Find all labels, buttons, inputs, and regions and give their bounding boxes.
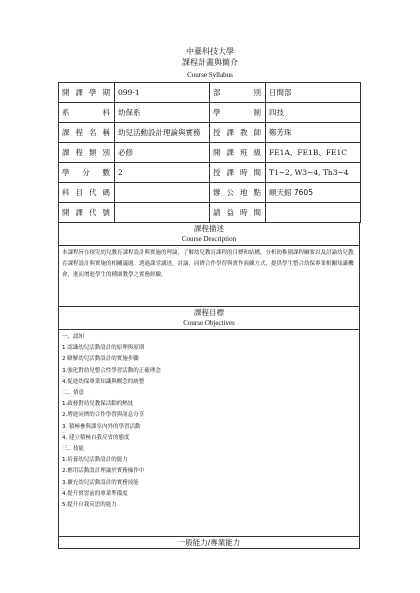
office-label: 辦公地點	[210, 183, 266, 203]
description-title: 課程描述	[194, 224, 224, 233]
dept-value: 幼保系	[115, 103, 210, 123]
class-label: 開課班級	[210, 143, 266, 163]
list-item: 2 瞭解幼兒活動設計的實施步驟	[62, 356, 139, 363]
dept-label: 系科	[59, 103, 115, 123]
list-item: 三、技能	[62, 446, 85, 453]
consult-label: 請益時間	[210, 203, 266, 223]
term-value: 099-1	[115, 83, 210, 103]
description-text: 本課程旨在探究幼兒教育課程設計與實施的理論，了解幼兒教育課程的目標和結構，分析幼稚園課程綱要以及討論幼兒教育課程設計與實施的相關議題。透過課堂講述，討論，同儕合作學習與實作演練方式，提供學生整合幼保專業相關知識機會，進而增進學生的種園教學之實務經驗。	[62, 250, 354, 279]
university-name: 中臺科技大學	[186, 47, 234, 56]
list-item: 3.擴充幼兒活動設計的實務技能	[62, 479, 139, 486]
code-value	[115, 183, 210, 203]
competency-heading: 一般能力/專業能力	[58, 537, 360, 549]
list-item: 2.增進同儕的合作學習與訊息分享	[62, 412, 145, 419]
description-body	[58, 246, 360, 307]
list-item: 二、情意	[62, 390, 85, 397]
course-label: 課程名稱	[59, 123, 115, 143]
consult-value	[266, 203, 361, 223]
list-item: 1 認識幼兒活動設計的原理與原則	[62, 345, 145, 352]
course-code-value	[115, 203, 210, 223]
objectives-title-en: Course Objectives	[183, 319, 235, 327]
list-item: 5.提升自我反思的能力	[62, 502, 117, 509]
document-title: 課程計畫與簡介	[182, 58, 238, 67]
course-code-label: 開課代號	[59, 203, 115, 223]
time-value: T1~2, W3~4, Th3~4	[266, 163, 361, 183]
system-value: 四技	[266, 103, 361, 123]
list-item: 4. 建立積極自我反省的態度	[62, 434, 130, 441]
table-row	[59, 163, 361, 183]
system-label: 學制	[210, 103, 266, 123]
objectives-title: 課程目標	[194, 308, 224, 317]
table-row	[59, 103, 361, 123]
division-label: 部別	[210, 83, 266, 103]
table-row	[59, 183, 361, 203]
category-value: 必修	[115, 143, 210, 163]
list-item: 1.培養幼兒活動設計的能力	[62, 457, 128, 464]
category-label: 課程類別	[59, 143, 115, 163]
teacher-label: 授課教師	[210, 123, 266, 143]
document-subtitle: Course Syllabus	[187, 71, 233, 79]
list-item: 一、認知	[62, 334, 85, 340]
list-item: 4.提升實習前的專業準備度	[62, 490, 128, 497]
table-row	[59, 143, 361, 163]
time-label: 授課時間	[210, 163, 266, 183]
course-info-table	[58, 82, 361, 223]
table-row	[59, 123, 361, 143]
credit-value: 2	[115, 163, 210, 183]
division-value: 日間部	[266, 83, 361, 103]
credit-label: 學分數	[59, 163, 115, 183]
list-item: 2.應用活動設計理論於實務操作中	[62, 468, 145, 475]
list-item: 3. 積極參與課室內外的學習活動	[62, 423, 141, 430]
course-value: 幼兒活動設計理論與實務	[115, 123, 210, 143]
table-row	[59, 203, 361, 223]
list-item: 4.促進幼保專業知識與概念的統整	[62, 378, 145, 385]
code-label: 科目代碼	[59, 183, 115, 203]
term-label: 開課學期	[59, 83, 115, 103]
class-value: FE1A、FE1B、FE1C	[266, 143, 361, 163]
description-title-en: Course Description	[181, 235, 237, 243]
table-row	[59, 83, 361, 103]
description-heading	[58, 223, 360, 246]
list-item: 1.啟發對幼兒教保活動的熱忱	[62, 401, 134, 408]
teacher-value: 鄭芳珠	[266, 123, 361, 143]
objectives-body	[58, 330, 360, 537]
office-value: 順天館 7605	[266, 183, 361, 203]
list-item: 3.強化對幼兒整合性學習活動的正確理念	[62, 367, 161, 374]
objectives-heading	[58, 307, 360, 330]
syllabus-frame	[58, 82, 360, 549]
